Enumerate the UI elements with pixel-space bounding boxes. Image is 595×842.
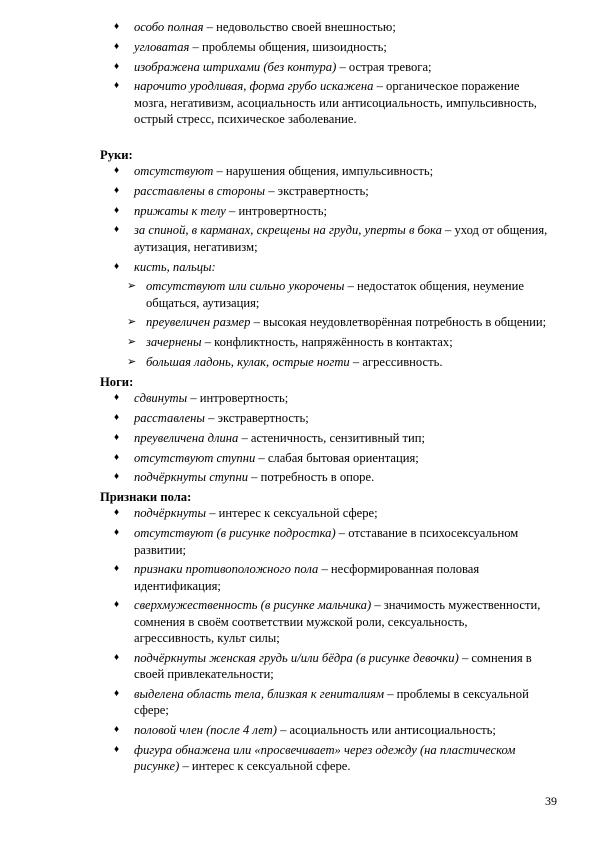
section-heading-legs: Ноги:	[100, 374, 134, 389]
page-content	[100, 19, 548, 778]
list-item	[100, 390, 548, 406]
item-desc: – экстравертность;	[204, 410, 309, 425]
item-desc: – острая тревога;	[336, 59, 432, 74]
legs-list	[100, 390, 548, 485]
item-desc: – экстравертность;	[265, 183, 369, 198]
item-term: нарочито уродливая, форма грубо искажена	[134, 79, 374, 94]
page-number: 39	[545, 794, 557, 808]
list-item	[100, 686, 548, 719]
sex-list	[100, 505, 548, 774]
list-item	[100, 259, 548, 275]
list-item	[100, 722, 548, 738]
list-item	[100, 163, 548, 179]
list-item	[100, 430, 548, 446]
list-item	[100, 59, 548, 75]
item-term: изображена штрихами (без контура)	[134, 59, 337, 74]
sub-list-item	[100, 354, 548, 370]
top-list	[100, 19, 548, 127]
item-term: большая ладонь, кулак, острые ногти	[146, 355, 350, 370]
item-desc: – сомнения в своей привлекательности;	[134, 650, 532, 682]
item-desc: – уход от общения, аутизация, негативизм;	[134, 223, 548, 254]
item-desc: – агрессивность.	[349, 355, 443, 370]
item-term: расставлены	[134, 410, 205, 425]
item-desc: – потребность в опоре.	[248, 470, 375, 485]
item-desc: – интерес к сексуальной сфере;	[206, 506, 378, 521]
sub-list-item	[100, 314, 548, 330]
item-desc: – проблемы в сексуальной сфере;	[134, 686, 529, 718]
list-item	[100, 39, 548, 55]
item-desc: – органическое поражение мозга, негативизм, асоциальность или антисоциальность, импульсивность, острый стресс, психическое заболевание.	[134, 79, 537, 126]
list-item	[100, 469, 548, 485]
item-desc: – интерес к сексуальной сфере.	[179, 759, 351, 774]
sub-list-item	[100, 278, 548, 311]
item-desc: – отставание в психосексуальном развитии;	[134, 526, 519, 557]
arms-list	[100, 163, 548, 370]
item-desc: – несформированная половая идентификация;	[134, 562, 480, 593]
list-item	[100, 183, 548, 199]
list-item	[100, 222, 548, 255]
item-term: преувеличен размер	[146, 315, 251, 330]
item-term: отсутствуют ступни	[134, 450, 256, 465]
item-term: прижаты к телу	[134, 203, 226, 218]
list-item	[100, 410, 548, 426]
item-term: отсутствуют или сильно укорочены	[146, 279, 345, 294]
item-term: расставлены в стороны	[134, 183, 266, 198]
item-term: подчёркнуты женская грудь и/или бёдра (в рисунке девочки)	[134, 650, 459, 665]
list-item	[100, 19, 548, 35]
list-item	[100, 742, 548, 775]
item-term: кисть, пальцы:	[134, 259, 216, 274]
item-desc: – конфликтность, напряжённость в контактах;	[201, 335, 453, 350]
item-desc: – высокая неудовлетворённая потребность в общении;	[250, 315, 547, 330]
item-term: за спиной, в карманах, скрещены на груди, уперты в бока	[134, 223, 442, 238]
list-item	[100, 525, 548, 558]
item-term: особо полная	[134, 20, 204, 34]
item-desc: – асоциальность или антисоциальность;	[276, 722, 496, 737]
item-desc: – проблемы общения, шизоидность;	[189, 39, 387, 54]
section-heading-arms: Руки:	[100, 147, 133, 162]
section-heading-sex: Признаки пола:	[100, 490, 192, 505]
list-item	[100, 597, 548, 646]
item-term: половой член (после 4 лет)	[134, 722, 277, 737]
list-item	[100, 203, 548, 219]
item-term: подчёркнуты	[134, 506, 207, 521]
item-term: сверхмужественность (в рисунке мальчика)	[134, 598, 372, 613]
item-desc: – астеничность, сензитивный тип;	[238, 430, 426, 445]
item-desc: – интровертность;	[187, 391, 289, 406]
list-item	[100, 561, 548, 594]
item-desc: – нарушения общения, импульсивность;	[213, 164, 434, 179]
item-term: зачернены	[146, 335, 202, 350]
item-term: фигура обнажена или «просвечивает» через одежду (на пластическом рисунке)	[134, 742, 516, 774]
list-item	[100, 650, 548, 683]
item-term: угловатая	[134, 39, 190, 54]
item-desc: – значимость мужественности, сомнения в своём соответствии мужской роли, сексуальность, агрессивность, культ силы;	[134, 598, 541, 645]
sub-list-item	[100, 334, 548, 350]
item-desc: – недостаток общения, неумение общаться, аутизация;	[146, 279, 524, 310]
list-item	[100, 78, 548, 127]
item-term: выделена область тела, близкая к гениталиям	[134, 686, 385, 701]
item-term: подчёркнуты ступни	[134, 470, 248, 485]
item-term: отсутствуют	[134, 164, 214, 179]
item-term: сдвинуты	[134, 391, 188, 406]
item-term: признаки противоположного пола	[134, 562, 319, 577]
item-desc: – слабая бытовая ориентация;	[255, 450, 419, 465]
item-desc: – недовольство своей внешностью;	[203, 20, 396, 34]
item-term: преувеличена длина	[134, 430, 239, 445]
list-item	[100, 450, 548, 466]
item-term: отсутствуют (в рисунке подростка)	[134, 526, 336, 541]
list-item	[100, 505, 548, 521]
item-desc: – интровертность;	[225, 203, 327, 218]
